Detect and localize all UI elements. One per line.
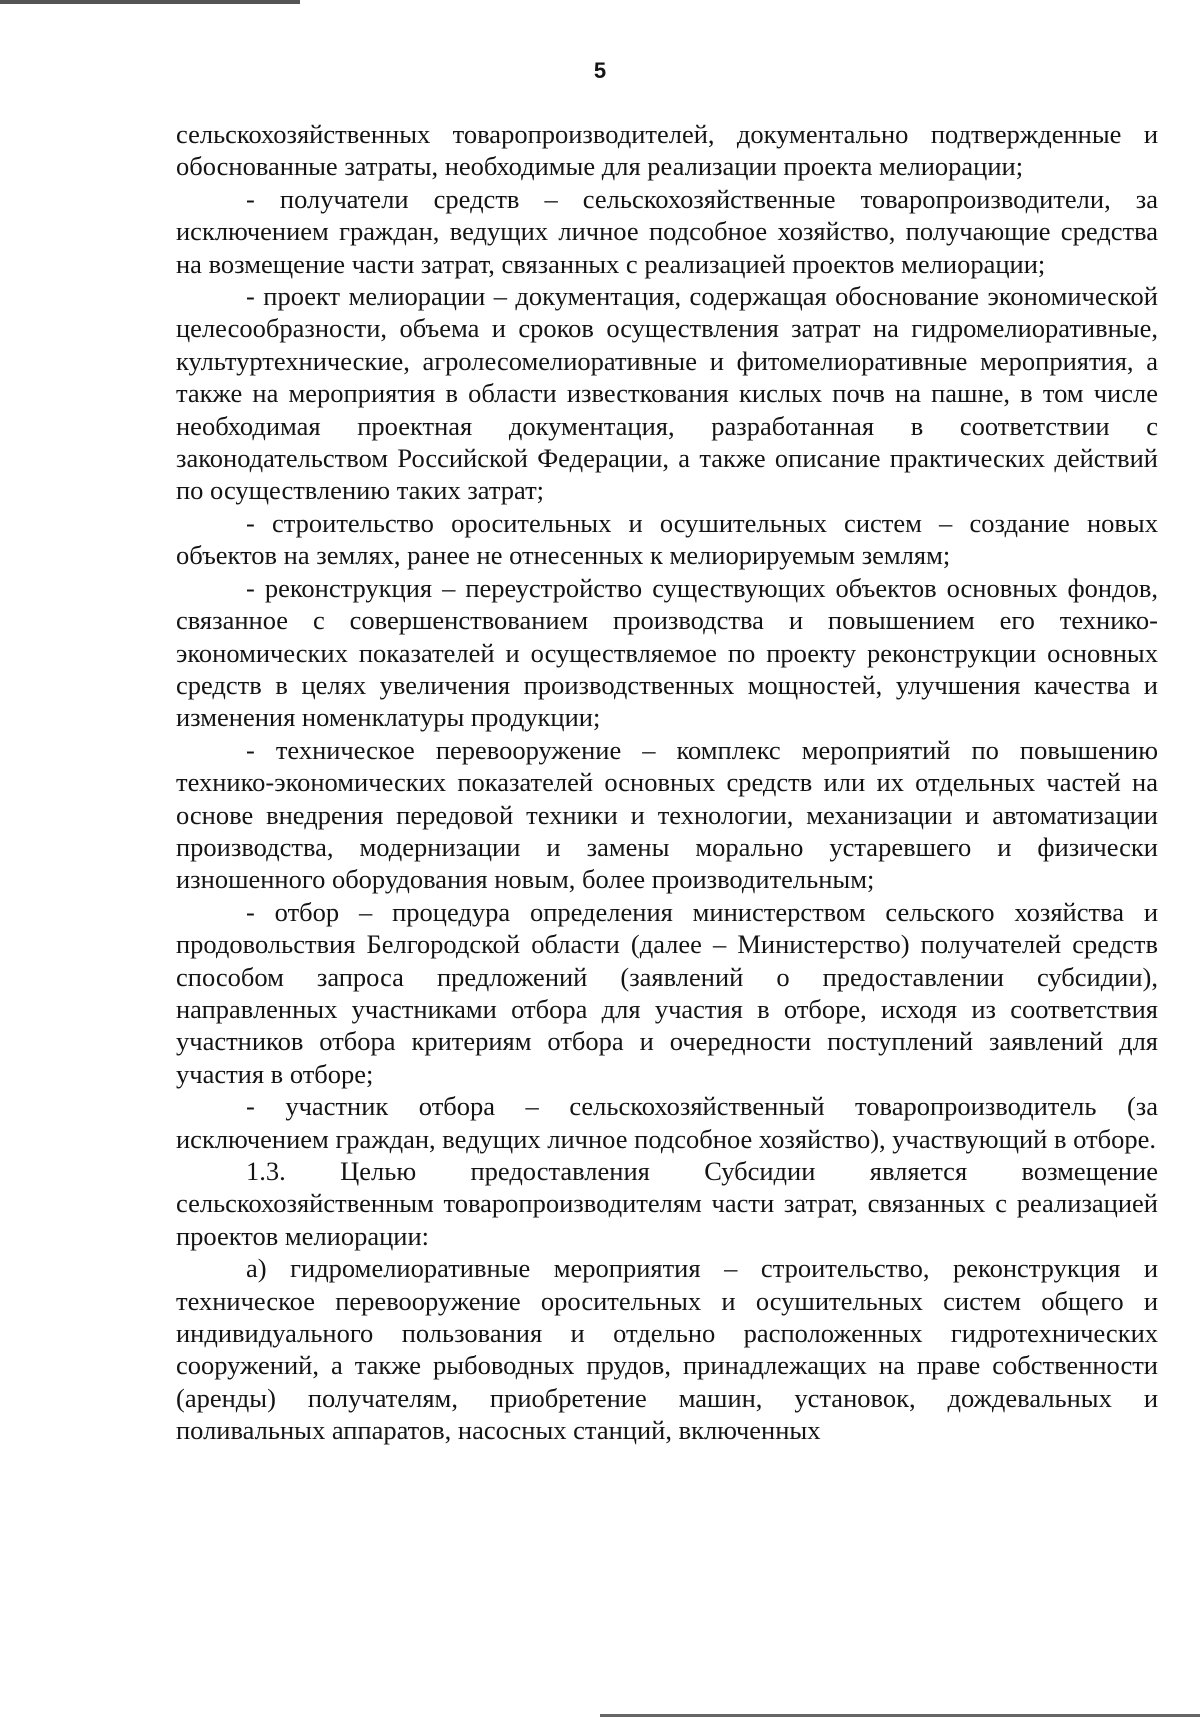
paragraph-intro-continuation: сельскохозяйственных товаропроизводителей, документально подтвержденные и обоснованные затраты, необходимые для реализации проекта мелиорации; <box>176 119 1158 182</box>
document-body <box>176 118 1158 1447</box>
paragraph-definition-reconstruction: - реконструкция – переустройство существующих объектов основных фондов, связанное с совершенствованием производства и повышением его технико-экономических показателей и осуществляемое по проекту реконструкции основных средств в целях увеличения производственных мощностей, улучшения качества и изменения номенклатуры продукции; <box>176 572 1158 733</box>
paragraph-item-a: а) гидромелиоративные мероприятия – строительство, реконструкция и техническое перевооружение оросительных и осушительных систем общего и индивидуального пользования и отдельно расположенных гидротехнических сооружений, а также рыбоводных прудов, принадлежащих на праве собственности (аренды) получателям, приобретение машин, установок, дождевальных и поливальных аппаратов, насосных станций, включенных <box>176 1253 1158 1446</box>
page-number: 5 <box>593 58 607 83</box>
paragraph-definition-construction: - строительство оросительных и осушительных систем – создание новых объектов на землях, ранее не отнесенных к мелиорируемым землям; <box>176 507 1158 571</box>
paragraph-definition-technical-reequipment: - техническое перевооружение – комплекс мероприятий по повышению технико-экономических показателей основных средств или их отдельных частей на основе внедрения передовой техники и технологии, механизации и автоматизации производства, модернизации и замены морально устаревшего и физически изношенного оборудования новым, более производительным; <box>176 734 1158 895</box>
paragraph-definition-selection: - отбор – процедура определения министерством сельского хозяйства и продовольствия Белгородской области (далее – Министерство) получателей средств способом запроса предложений (заявлений о предоставлении субсидии), направленных участниками отбора для участия в отборе, исходя из соответствия участников отбора критериям отбора и очередности поступлений заявлений для участия в отборе; <box>176 896 1158 1089</box>
paragraph-definition-recipients: - получатели средств – сельскохозяйственные товаропроизводители, за исключением граждан, ведущих личное подсобное хозяйство, получающие средства на возмещение части затрат, связанных с реализацией проектов мелиорации; <box>176 183 1158 279</box>
paragraph-section-1-3: 1.3. Целью предоставления Субсидии является возмещение сельскохозяйственным товаропроизводителям части затрат, связанных с реализацией проектов мелиорации: <box>176 1156 1158 1251</box>
paragraph-definition-participant: - участник отбора – сельскохозяйственный товаропроизводитель (за исключением граждан, ведущих личное подсобное хозяйство), участвующий в отборе. <box>176 1091 1158 1154</box>
paragraph-definition-melioration-project: - проект мелиорации – документация, содержащая обоснование экономической целесообразности, объема и сроков осуществления затрат на гидромелиоративные, культуртехнические, агролесомелиоративные и фитомелиоративные мероприятия, а также на мероприятия в области известкования кислых почв на пашне, в том числе необходимая проектная документация, разработанная в соответствии с законодательством Российской Федерации, а также описание практических действий по осуществлению таких затрат; <box>176 281 1158 506</box>
scan-artifact-top <box>0 0 300 4</box>
